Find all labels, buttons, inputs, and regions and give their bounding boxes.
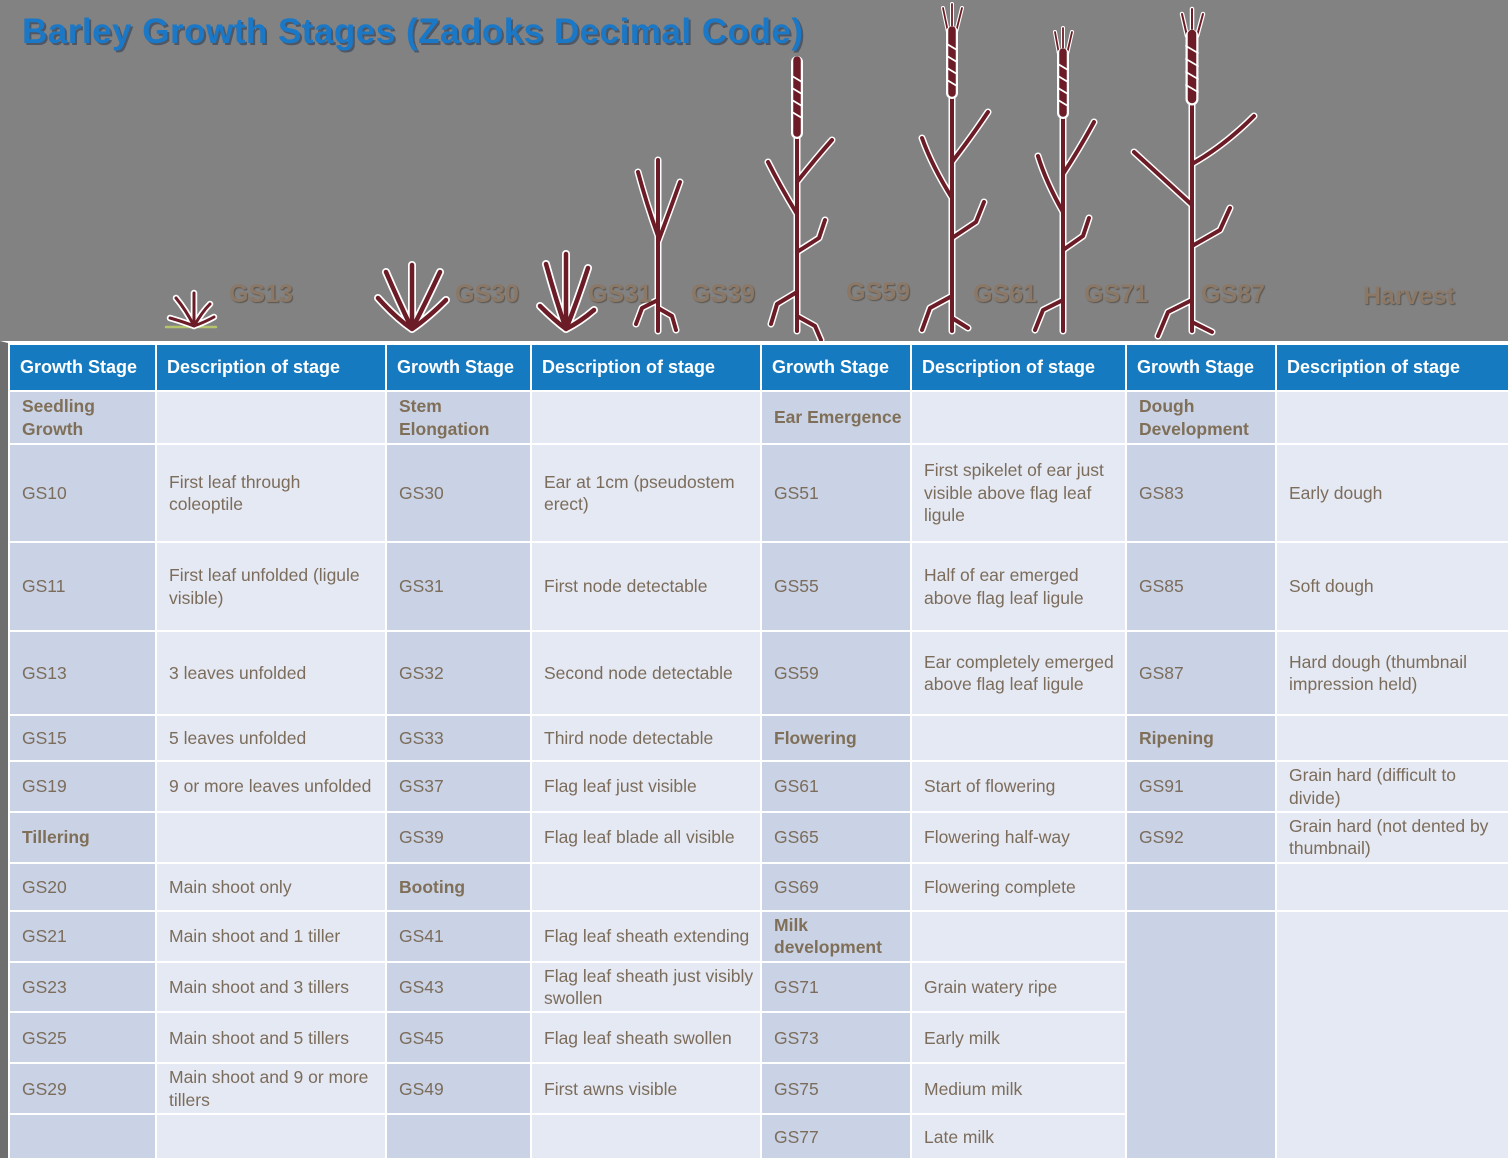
stage-code-cell: GS21 xyxy=(9,911,156,962)
stage-description-cell: Ear at 1cm (pseudostem erect) xyxy=(531,444,761,542)
stage-description-cell xyxy=(911,715,1126,761)
stage-description-cell xyxy=(531,863,761,911)
stage-description-cell xyxy=(156,1114,386,1158)
stage-code-cell: GS32 xyxy=(386,631,531,715)
column-header-description: Description of stage xyxy=(1276,344,1508,391)
section-header-cell: Ripening xyxy=(1126,715,1276,761)
stage-description-cell: Main shoot and 3 tillers xyxy=(156,962,386,1013)
stage-code-cell: GS71 xyxy=(761,962,911,1013)
stage-description-cell: Late milk xyxy=(911,1114,1126,1158)
column-header-description: Description of stage xyxy=(531,344,761,391)
column-header-stage: Growth Stage xyxy=(386,344,531,391)
stage-code-cell: GS77 xyxy=(761,1114,911,1158)
stage-code-cell xyxy=(1126,911,1276,1158)
stage-description-cell: Flowering half-way xyxy=(911,812,1126,863)
stage-code-cell: GS15 xyxy=(9,715,156,761)
stage-label-gs31: GS31 xyxy=(588,280,652,308)
stage-description-cell: Second node detectable xyxy=(531,631,761,715)
stage-description-cell: Grain hard (difficult to divide) xyxy=(1276,761,1508,812)
stage-description-cell: Early dough xyxy=(1276,444,1508,542)
stage-label-gs30: GS30 xyxy=(455,280,519,308)
stage-code-cell: GS31 xyxy=(386,542,531,631)
table-row xyxy=(9,542,1508,631)
stage-label-gs61: GS61 xyxy=(973,280,1037,308)
stage-code-cell: GS19 xyxy=(9,761,156,812)
table-row xyxy=(9,715,1508,761)
section-header-cell: Flowering xyxy=(761,715,911,761)
column-header-stage: Growth Stage xyxy=(761,344,911,391)
stage-code-cell: GS25 xyxy=(9,1012,156,1063)
stage-description-cell: 5 leaves unfolded xyxy=(156,715,386,761)
stage-description-cell xyxy=(1276,391,1508,444)
table-row xyxy=(9,631,1508,715)
stage-code-cell: GS61 xyxy=(761,761,911,812)
stage-code-cell: GS75 xyxy=(761,1063,911,1114)
plant-gs59 xyxy=(768,60,832,340)
stage-code-cell: GS73 xyxy=(761,1012,911,1063)
stage-code-cell: GS55 xyxy=(761,542,911,631)
stage-description-cell xyxy=(1276,715,1508,761)
stage-description-cell: Soft dough xyxy=(1276,542,1508,631)
stage-description-cell: Medium milk xyxy=(911,1063,1126,1114)
column-header-description: Description of stage xyxy=(156,344,386,391)
stage-code-cell: GS37 xyxy=(386,761,531,812)
stage-description-cell xyxy=(1276,911,1508,1158)
stage-code-cell: GS59 xyxy=(761,631,911,715)
stages-table xyxy=(8,343,1508,1158)
stage-code-cell: GS91 xyxy=(1126,761,1276,812)
stage-label-gs71: GS71 xyxy=(1084,280,1148,308)
stage-description-cell: First node detectable xyxy=(531,542,761,631)
section-header-cell: Ear Emergence xyxy=(761,391,911,444)
stage-code-cell xyxy=(386,1114,531,1158)
stage-code-cell: GS41 xyxy=(386,911,531,962)
stage-description-cell: Early milk xyxy=(911,1012,1126,1063)
stage-description-cell: First leaf through coleoptile xyxy=(156,444,386,542)
section-header-cell: Seedling Growth xyxy=(9,391,156,444)
stage-code-cell: GS92 xyxy=(1126,812,1276,863)
table-row xyxy=(9,911,1508,962)
stage-code-cell: GS20 xyxy=(9,863,156,911)
growth-stages-table-container xyxy=(0,341,1508,1158)
stage-code-cell: GS85 xyxy=(1126,542,1276,631)
stage-description-cell xyxy=(156,391,386,444)
stage-code-cell: GS87 xyxy=(1126,631,1276,715)
stage-description-cell: Grain watery ripe xyxy=(911,962,1126,1013)
stage-code-cell: GS49 xyxy=(386,1063,531,1114)
stage-description-cell: Flag leaf sheath extending xyxy=(531,911,761,962)
stage-code-cell: GS65 xyxy=(761,812,911,863)
stage-description-cell: Ear completely emerged above flag leaf ligule xyxy=(911,631,1126,715)
column-header-stage: Growth Stage xyxy=(9,344,156,391)
stage-code-cell: GS13 xyxy=(9,631,156,715)
section-header-cell: Stem Elongation xyxy=(386,391,531,444)
stage-description-cell: 9 or more leaves unfolded xyxy=(156,761,386,812)
stage-description-cell: Third node detectable xyxy=(531,715,761,761)
plant-gs31 xyxy=(540,254,594,329)
stage-code-cell: GS11 xyxy=(9,542,156,631)
stage-description-cell: Main shoot only xyxy=(156,863,386,911)
stage-code-cell: GS33 xyxy=(386,715,531,761)
stage-description-cell: Flag leaf sheath just visibly swollen xyxy=(531,962,761,1013)
stage-description-cell: Flag leaf blade all visible xyxy=(531,812,761,863)
section-header-cell: Tillering xyxy=(9,812,156,863)
section-header-cell: Booting xyxy=(386,863,531,911)
stage-description-cell xyxy=(531,391,761,444)
table-row xyxy=(9,444,1508,542)
stage-code-cell: GS51 xyxy=(761,444,911,542)
stage-description-cell: 3 leaves unfolded xyxy=(156,631,386,715)
stage-description-cell xyxy=(531,1114,761,1158)
stage-description-cell: First awns visible xyxy=(531,1063,761,1114)
stage-code-cell: GS10 xyxy=(9,444,156,542)
table-row xyxy=(9,812,1508,863)
stage-code-cell xyxy=(1126,863,1276,911)
stage-description-cell: Flag leaf sheath swollen xyxy=(531,1012,761,1063)
stage-description-cell: Grain hard (not dented by thumbnail) xyxy=(1276,812,1508,863)
stage-code-cell xyxy=(9,1114,156,1158)
plant-gs13 xyxy=(166,293,216,327)
stage-code-cell: GS39 xyxy=(386,812,531,863)
stage-code-cell: GS45 xyxy=(386,1012,531,1063)
table-row xyxy=(9,391,1508,444)
stage-description-cell xyxy=(156,812,386,863)
section-header-cell: Dough Development xyxy=(1126,391,1276,444)
stage-label-gs13: GS13 xyxy=(229,280,293,308)
stage-description-cell: Hard dough (thumbnail impression held) xyxy=(1276,631,1508,715)
stage-description-cell: Half of ear emerged above flag leaf ligule xyxy=(911,542,1126,631)
column-header-description: Description of stage xyxy=(911,344,1126,391)
stage-code-cell: GS30 xyxy=(386,444,531,542)
stage-description-cell: Flowering complete xyxy=(911,863,1126,911)
section-header-cell: Milk development xyxy=(761,911,911,962)
stage-description-cell xyxy=(911,391,1126,444)
table-row xyxy=(9,761,1508,812)
stage-description-cell xyxy=(911,911,1126,962)
table-row xyxy=(9,863,1508,911)
stage-description-cell: First leaf unfolded (ligule visible) xyxy=(156,542,386,631)
stage-label-gs39: GS39 xyxy=(691,280,755,308)
stage-description-cell: Main shoot and 1 tiller xyxy=(156,911,386,962)
stage-label-gs87: GS87 xyxy=(1201,280,1265,308)
plant-gs30 xyxy=(378,265,446,329)
stage-label-gs59: GS59 xyxy=(846,278,910,306)
stage-description-cell: First spikelet of ear just visible above flag leaf ligule xyxy=(911,444,1126,542)
stage-description-cell: Main shoot and 5 tillers xyxy=(156,1012,386,1063)
stage-code-cell: GS29 xyxy=(9,1063,156,1114)
stage-description-cell xyxy=(1276,863,1508,911)
page-title: Barley Growth Stages (Zadoks Decimal Code) xyxy=(22,12,804,51)
stage-code-cell: GS69 xyxy=(761,863,911,911)
stage-description-cell: Main shoot and 9 or more tillers xyxy=(156,1063,386,1114)
column-header-stage: Growth Stage xyxy=(1126,344,1276,391)
stage-label-harvest: Harvest xyxy=(1363,282,1455,310)
stage-description-cell: Flag leaf just visible xyxy=(531,761,761,812)
stage-code-cell: GS43 xyxy=(386,962,531,1013)
stage-description-cell: Start of flowering xyxy=(911,761,1126,812)
stage-code-cell: GS23 xyxy=(9,962,156,1013)
stage-code-cell: GS83 xyxy=(1126,444,1276,542)
